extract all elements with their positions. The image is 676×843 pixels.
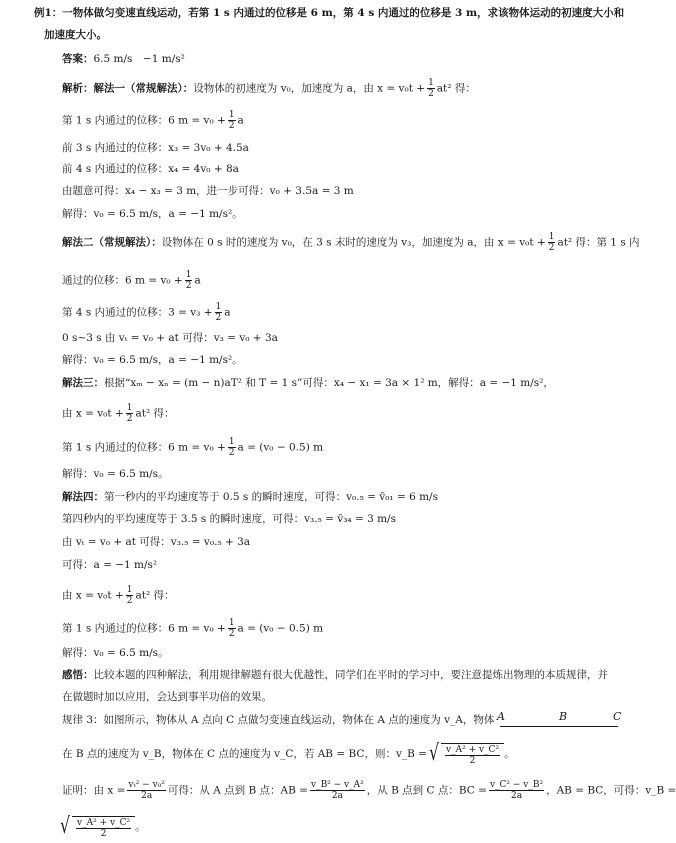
point-c-label: C (613, 710, 622, 723)
sqrt-expression: √ $\frac{\text{v\_A² + v\_C²}}{2}$ (427, 741, 504, 767)
fraction: $\frac{1}{2}$ (215, 302, 222, 323)
method1-intro-text: 设物体的初速度为 v₀，加速度为 a，由 x = v₀t + (193, 82, 426, 95)
method4-line-6: 第 1 s 内通过的位移：6 m = v₀ + $\frac{1}{2}$ a = (v₀ − 0.5) m (62, 618, 324, 639)
method1-step-5: 解得：v₀ = 6.5 m/s，a = −1 m/s²。 (62, 208, 243, 220)
fraction: $\frac{\text{v\_C² − v\_B²}}{2a}$ (489, 780, 544, 801)
method4-line-7: 解得：v₀ = 6.5 m/s。 (62, 647, 169, 659)
method4-heading: 解法四： (62, 491, 104, 503)
fraction: $\frac{\text{vₜ² − v₀²}}{2a}$ (128, 780, 165, 801)
example-line-2: 加速度大小。 (44, 29, 107, 41)
fraction: $\frac{1}{2}$ (428, 78, 434, 99)
fraction: $\frac{\text{v\_B² − v\_A²}}{2a}$ (310, 780, 364, 801)
fraction: $\frac{1}{2}$ (126, 403, 133, 424)
fraction: $\frac{1}{2}$ (126, 585, 133, 606)
method2-line-1: 解法二（常规解法）：设物体在 0 s 时的速度为 v₀，在 3 s 末时的速度为 v₃，加速度为 a，由 x = v₀t + $\frac{1}{2}$ at² 得：第 1 s 内 (62, 232, 640, 253)
method4-line-3: 由 vₜ = v₀ + at 可得：v₃.₅ = v₀.₅ + 3a (62, 536, 251, 548)
method3-line-3: 第 1 s 内通过的位移：6 m = v₀ + $\frac{1}{2}$ a = (v₀ − 0.5) m (62, 437, 324, 458)
sqrt-expression: √ $\frac{\text{v\_A² + v\_C²}}{2}$ (58, 814, 135, 840)
method1-heading: 解析：解法一（常规解法）： (62, 82, 194, 95)
method3-line-1: 解法三：根据“xₘ − xₙ = (m − n)aT² 和 T = 1 s”可得：x₄ − x₁ = 3a × 1² m，解得：a = −1 m/s²， (62, 377, 554, 389)
point-a-label: A (497, 710, 505, 723)
fraction: $\frac{1}{2}$ (228, 437, 235, 458)
method1-step-2: 前 3 s 内通过的位移：x₃ = 3v₀ + 4.5a (62, 142, 249, 154)
proof-line: 证明：由 x = $\frac{\text{vₜ² − v₀²}}{2a}$ 可得：从 A 点到 B 点：AB = $\frac{\text{v\_B² − v\_A²}}{2a}$ ，从 B 点到 C 点：BC = $\frac{\text{v\_C² − v\_B²}}{2a}$ ，AB = BC，可得：v_B = (62, 780, 676, 801)
rule3-line-1: 规律 3：如图所示，物体从 A 点向 C 点做匀变速直线运动，物体在 A 点的速度为 v_A，物体 (62, 714, 495, 726)
rule3-line-2: 在 B 点的速度为 v_B，物体在 C 点的速度为 v_C，若 AB = BC，则：v_B =√ $\frac{\text{v\_A² + v\_C²}}{2}$ 。 (62, 741, 515, 766)
method1-step-1: 第 1 s 内通过的位移：6 m = v₀ + $\frac{1}{2}$ a (62, 110, 244, 131)
method2-line-2: 通过的位移：6 m = v₀ + $\frac{1}{2}$ a (62, 270, 201, 291)
method2-heading: 解法二（常规解法）： (62, 236, 162, 249)
method1-step-3: 前 4 s 内通过的位移：x₄ = 4v₀ + 8a (62, 163, 239, 175)
answer-value: 6.5 m/s −1 m/s² (93, 53, 185, 65)
method4-line-4: 可得：a = −1 m/s² (62, 559, 158, 571)
method1-step-4: 由题意可得：x₄ − x₃ = 3 m，进一步可得：v₀ + 3.5a = 3 m (62, 185, 354, 197)
abc-line-diagram (497, 710, 623, 732)
method2-line-5: 解得：v₀ = 6.5 m/s，a = −1 m/s²。 (62, 354, 243, 366)
method4-line-2: 第四秒内的平均速度等于 3.5 s 的瞬时速度，可得：v₃.₅ = v̄₃₄ = 3 m/s (62, 513, 396, 525)
method4-line-5: 由 x = v₀t + $\frac{1}{2}$ at² 得： (62, 585, 175, 606)
fraction: $\frac{1}{2}$ (185, 270, 192, 291)
diagram-line (500, 726, 618, 727)
answer-line (62, 52, 185, 66)
point-b-label: B (559, 710, 568, 723)
example-line-1: 例1：一物体做匀变速直线运动，若第 1 s 内通过的位移是 6 m，第 4 s 内通过的位移是 3 m，求该物体运动的初速度大小和 (34, 7, 625, 19)
insight-line-1: 感悟：比较本题的四种解法，利用规律解题有很大优越性，同学们在平时的学习中，要注意提炼出物理的本质规律，并 (62, 669, 608, 681)
method3-line-4: 解得：v₀ = 6.5 m/s。 (62, 468, 169, 480)
method1-intro-tail: at² 得： (436, 82, 476, 95)
insight-heading: 感悟： (62, 669, 94, 681)
answer-label: 答案： (62, 53, 94, 65)
method2-line-3: 第 4 s 内通过的位移：3 = v₃ + $\frac{1}{2}$ a (62, 302, 231, 323)
fraction: $\frac{1}{2}$ (228, 110, 235, 131)
fraction: $\frac{1}{2}$ (548, 232, 555, 253)
method1-intro (62, 78, 476, 99)
method3-line-2: 由 x = v₀t + $\frac{1}{2}$ at² 得： (62, 403, 175, 424)
method3-heading: 解法三： (62, 377, 104, 389)
insight-line-2: 在做题时加以应用，会达到事半功倍的效果。 (62, 691, 272, 703)
method4-line-1: 解法四：第一秒内的平均速度等于 0.5 s 的瞬时速度，可得：v₀.₅ = v̄₀₁ = 6 m/s (62, 491, 438, 503)
method2-line-4: 0 s~3 s 由 vₜ = v₀ + at 可得：v₃ = v₀ + 3a (62, 332, 278, 344)
fraction: $\frac{1}{2}$ (228, 618, 235, 639)
proof-result: √ $\frac{\text{v\_A² + v\_C²}}{2}$ 。 (58, 814, 146, 840)
